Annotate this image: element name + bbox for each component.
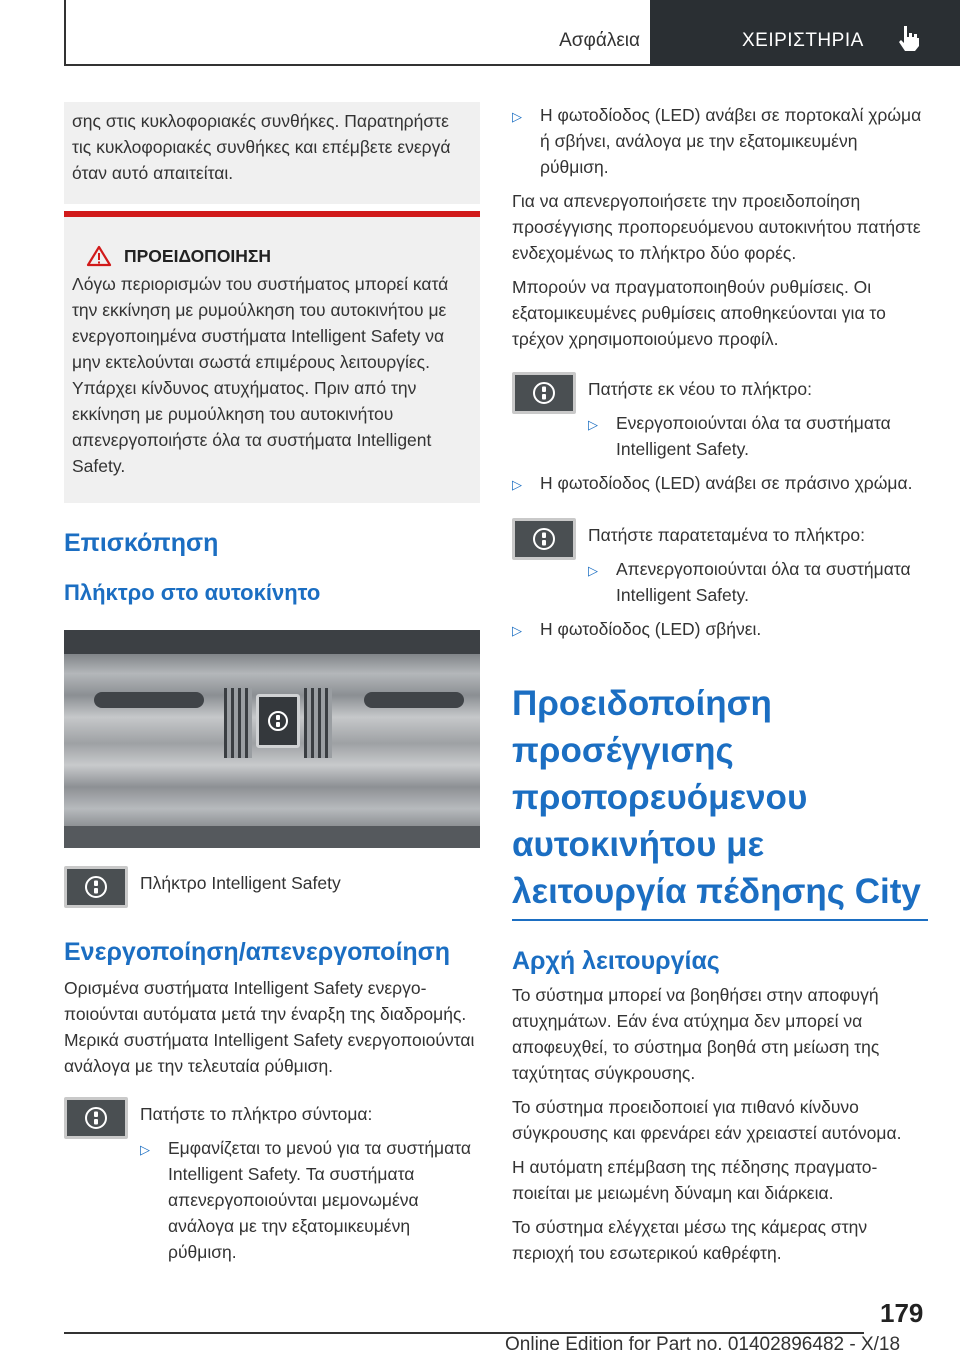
warning-title: ΠΡΟΕΙΔΟΠΟΙΗΣΗ	[124, 246, 272, 266]
page-number: 179	[880, 1298, 924, 1328]
principle-p4: Το σύστημα ελέγχεται μέσω της κάμερας στην περιοχή του εσωτερικού καθρέφτη.	[512, 1217, 868, 1263]
bullet-triangle-icon: ▷	[140, 1142, 150, 1157]
press-again-row	[512, 372, 928, 462]
note-box	[64, 102, 480, 204]
principle-p3: Η αυτόματη επέμβαση της πέδησης πραγματοποιείται με μειωμένη δύναμη και διάρκεια.	[512, 1157, 878, 1203]
header-rule-bottom	[64, 64, 650, 66]
warning-box	[64, 211, 480, 503]
principle-p1: Το σύστημα μπορεί να βοηθήσει στην αποφυγή ατυχημάτων. Εάν ένα ατύχημα δεν μπορεί να αποφευχθεί, το σύστημα βοηθά στη μείωση της ταχύτητας σύγκρουσης.	[512, 985, 880, 1083]
para-settings: Μπορούν να πραγματοποιηθούν ρυθμίσεις. Οι εξατομικευμένες ρυθμίσεις αποθηκεύονται για το τρέχον χρησιμοποιούμενο προφίλ.	[512, 277, 886, 349]
press-long-bullet-text: Απενεργοποιούνται όλα τα συστήματα Intelligent Safety.	[616, 559, 911, 605]
bullet-led-green-text: Η φωτοδίοδος (LED) ανάβει σε πράσινο χρώμα.	[540, 473, 913, 493]
hand-pointer-icon	[896, 24, 922, 52]
press-long-row	[512, 518, 928, 608]
main-heading-rule	[512, 919, 928, 921]
bullet-triangle-icon: ▷	[588, 417, 598, 432]
note-text: σης στις κυκλοφοριακές συνθήκες. Παρατηρήστε τις κυκλοφοριακές συνθήκες και επέμβετε ενεργά όταν αυτό απαιτείται.	[72, 111, 451, 183]
para-deactivate: Για να απενεργοποιήσετε την προειδοποίηση προσέγγισης προπορευόμενου αυτοκινήτου πατήστε ενδεχομένως το πλήκτρο δύο φορές.	[512, 191, 921, 263]
overview-heading: Επισκόπηση	[64, 529, 219, 557]
button-caption: Πλήκτρο Intelligent Safety	[140, 873, 341, 893]
warning-triangle-icon	[86, 245, 112, 267]
short-press-bullet-text: Εμφανίζεται το μενού για τα συστήματα Intelligent Safety. Τα συστήματα απενεργοποιούνται μεμονωμένα ανάλογα με την εξατομικευμένη ρύθμιση.	[168, 1138, 472, 1262]
left-column	[64, 102, 480, 1265]
header-chapter-label: ΧΕΙΡΙΣΤΗΡΙΑ	[742, 30, 864, 51]
header-section-title: Ασφάλεια	[559, 30, 640, 51]
press-again-text: Πατήστε εκ νέου το πλήκτρο:	[588, 379, 812, 399]
bullet-led-orange-text: Η φωτοδίοδος (LED) ανάβει σε πορτοκαλί χρώμα ή σβήνει, ανάλογα με την εξατομικευμένη ρύθμιση.	[540, 105, 922, 177]
dashboard-safety-button	[256, 694, 300, 748]
button-caption-row	[64, 866, 480, 908]
main-heading: Προειδοποίηση προσέγγισης προπορευόμενου αυτοκινήτου με λειτουργία πέδησης City	[512, 684, 921, 911]
header-rule-left	[64, 0, 66, 66]
short-press-bullet	[140, 1135, 480, 1265]
bullet-triangle-icon: ▷	[512, 109, 522, 124]
intelligent-safety-button-icon	[512, 372, 576, 414]
short-press-text: Πατήστε το πλήκτρο σύντομα:	[140, 1104, 373, 1124]
bullet-triangle-icon: ▷	[588, 563, 598, 578]
right-column	[512, 102, 928, 1266]
press-again-bullet-text: Ενεργοποιούνται όλα τα συστήματα Intelligent Safety.	[616, 413, 891, 459]
short-press-row	[64, 1097, 480, 1265]
bullet-led-off	[512, 616, 928, 644]
intelligent-safety-button-icon	[64, 1097, 128, 1139]
button-heading: Πλήκτρο στο αυτοκίνητο	[64, 580, 321, 605]
intelligent-safety-button-icon	[512, 518, 576, 560]
warning-title-row	[86, 243, 472, 269]
edition-text: Online Edition for Part no. 01402896482 - X/18	[505, 1334, 901, 1355]
press-long-text: Πατήστε παρατεταμένα το πλήκτρο:	[588, 525, 865, 545]
press-again-bullet	[588, 410, 928, 462]
bullet-led-orange	[512, 102, 928, 180]
bullet-triangle-icon: ▷	[512, 477, 522, 492]
principle-p2: Το σύστημα προειδοποιεί για πιθανό κίνδυνο σύγκρουσης και φρενάρει εάν χρειαστεί αυτόνομα.	[512, 1097, 902, 1143]
activation-heading: Ενεργοποίηση/απενεργοποίηση	[64, 938, 451, 966]
intelligent-safety-button-icon	[267, 710, 289, 732]
warning-text: Λόγω περιορισμών του συστήματος μπορεί κατά την εκκίνηση με ρυμούλκηση του αυτοκινήτου με ενεργοποιημένα συστήματα Intelligent Safety να μην εκτελούνται σωστά επιμέρους λειτουργίες. Υπάρχει κίνδυνος ατυχήματος. Πριν από την εκκίνηση με ρυμούλκηση του αυτοκινήτου απενεργοποιήστε όλα τα συστήματα Intelligent Safety.	[72, 274, 449, 476]
bullet-led-green	[512, 470, 928, 498]
bullet-triangle-icon: ▷	[512, 623, 522, 638]
bullet-led-off-text: Η φωτοδίοδος (LED) σβήνει.	[540, 619, 762, 639]
activation-text: Ορισμένα συστήματα Intelligent Safety ενεργοποιούνται αυτόματα μετά την έναρξη της διαδρομής. Μερικά συστήματα Intelligent Safety ενεργοποιούνται ανάλογα με την τελευταία ρύθμιση.	[64, 978, 475, 1076]
intelligent-safety-button-icon	[64, 866, 128, 908]
dashboard-photo	[64, 630, 480, 848]
principle-heading: Αρχή λειτουργίας	[512, 947, 720, 975]
press-long-bullet	[588, 556, 928, 608]
